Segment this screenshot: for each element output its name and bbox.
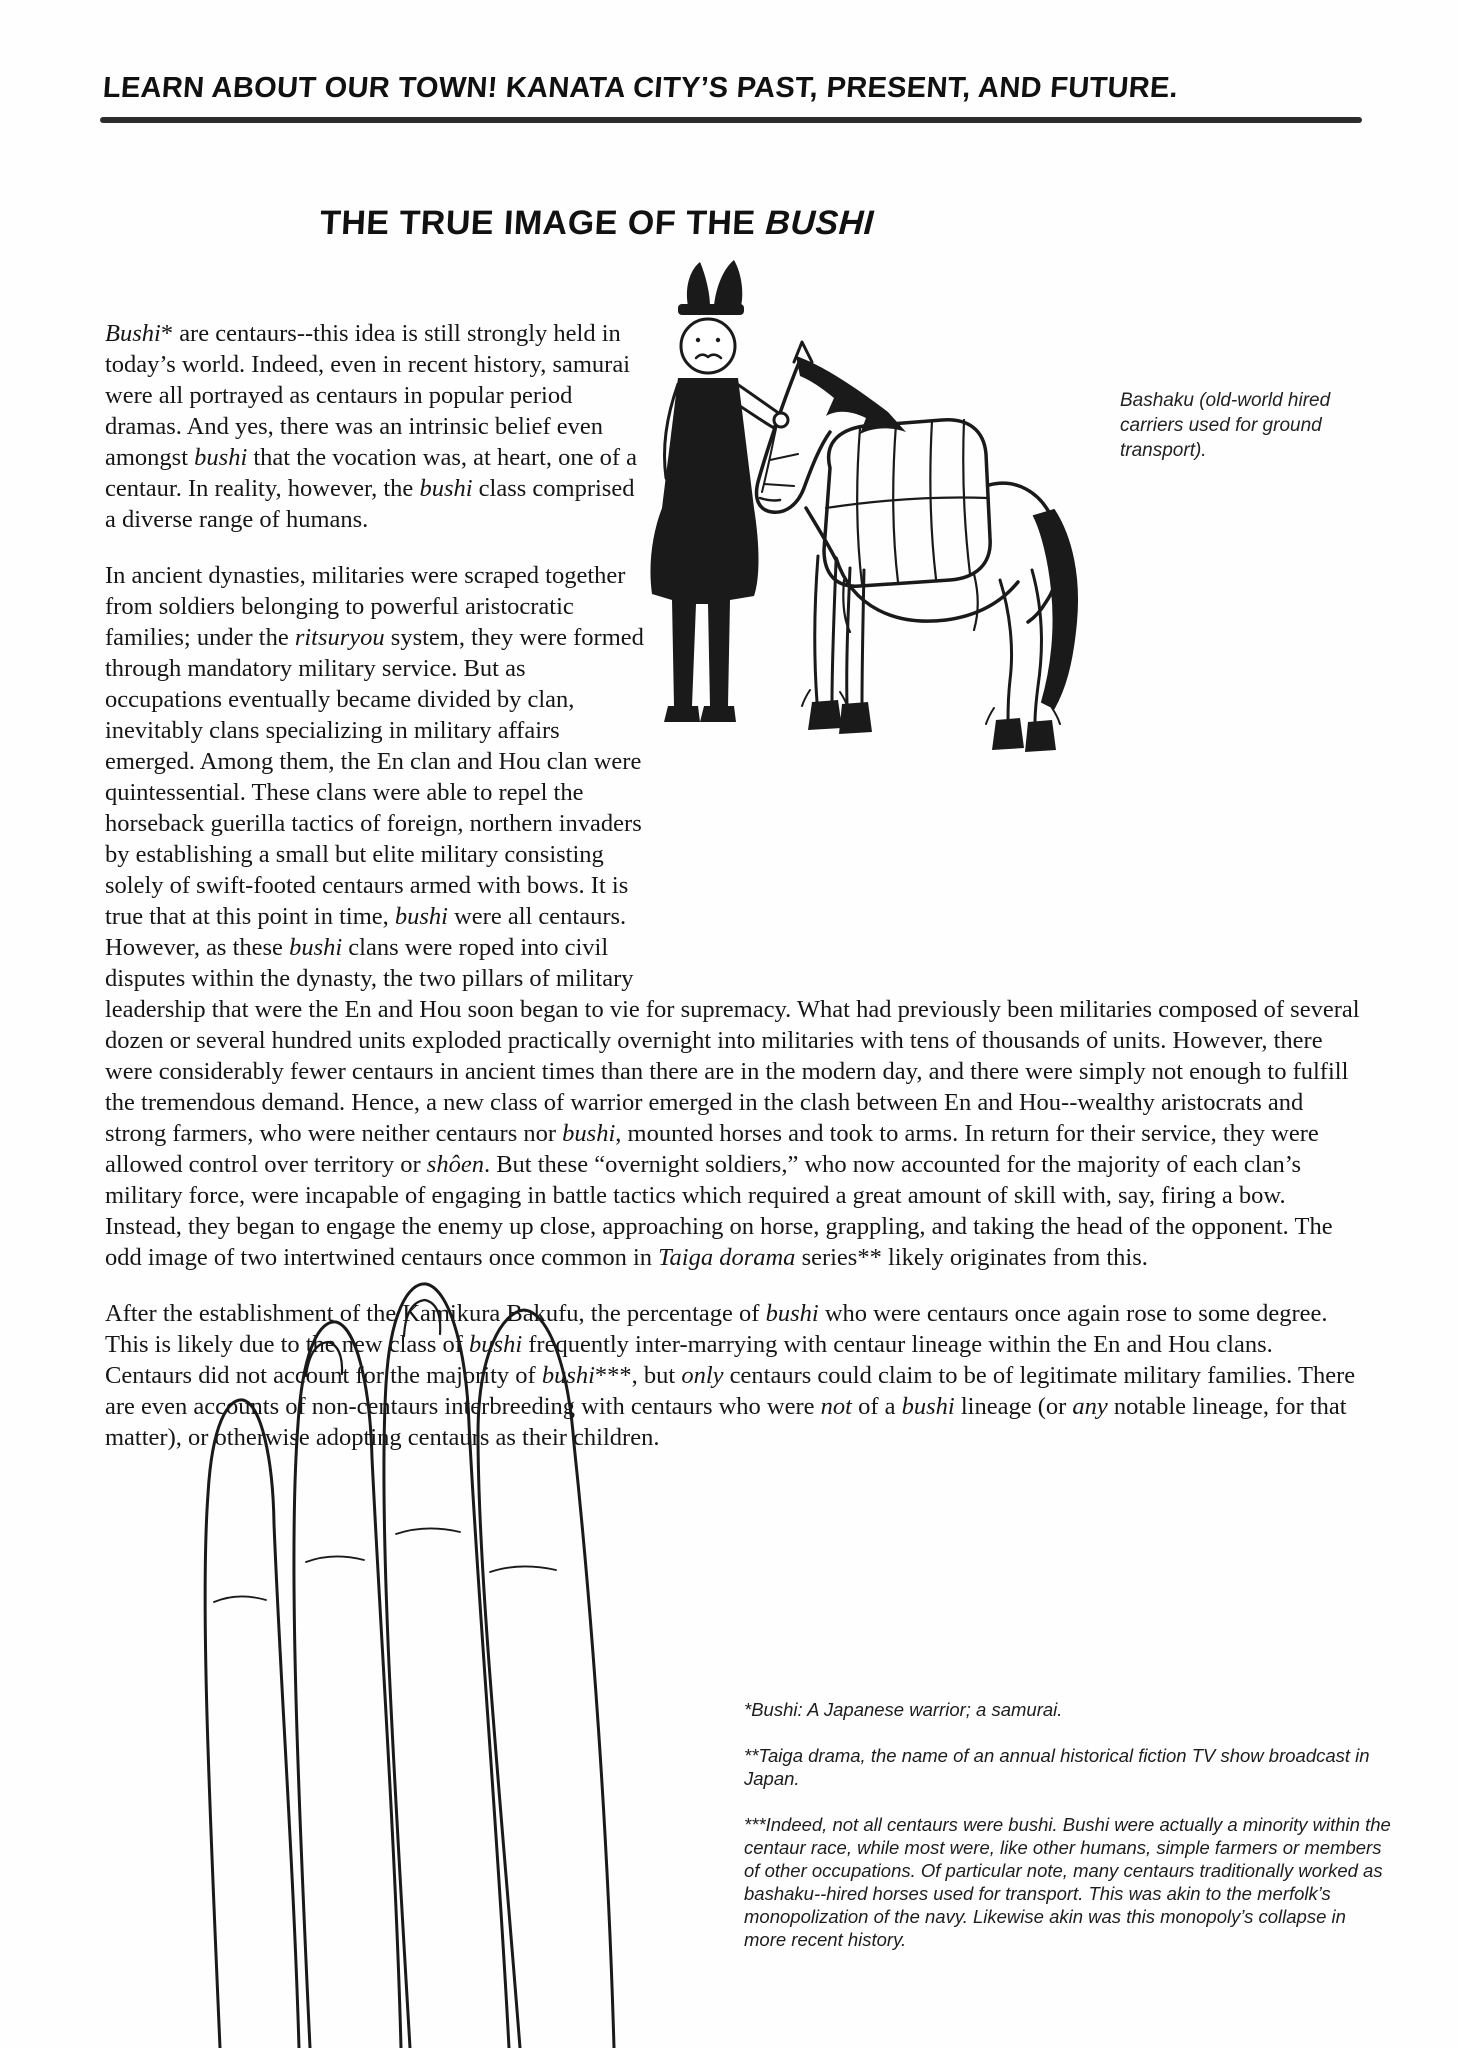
eboshi-hat (687, 260, 742, 306)
hand-illustration (148, 1272, 708, 2048)
hand-fingers (205, 1284, 614, 2048)
paragraph-kamikura-bakufu: After the establishment of the Kamikura Bakufu, the percentage of bushi who were centaurs once again rose to some degree. This is likely due to the new class of bushi frequently inter-marrying with centaur lineage within the En and Hou clans. Centaurs did not account for the majority of bushi***, but only centaurs could claim to be of legitimate military families. There are even accounts of non-centaurs interbreeding with centaurs who were not of a bushi lineage (or any notable lineage, for that matter), or otherwise adopting centaurs as their children. (105, 1300, 1356, 1451)
bashaku-horse-illustration (644, 260, 1089, 960)
figure-bashaku (662, 318, 1362, 990)
hand (774, 413, 788, 427)
paragraph-ancient-dynasties: In ancient dynasties, militaries were scraped together from soldiers belonging to powerful aristocratic families; under the ritsuryou system, they were formed through mandatory military service. But as occupations eventually became divided by clan, inevitably clans specializing in military affairs emerged. Among them, the En clan and Hou clan were quintessential. These clans were able to repel the horseback guerilla tactics of foreign, northern invaders by establishing a small but elite military consisting solely of swift-footed centaurs armed with bows. It is true that at this point in time, bushi were all centaurs. However, as these bushi clans were roped into civil disputes within the dynasty, the two pillars of military leadership that were the En and Hou soon began to vie for supremacy. What had previously been militaries composed of several dozen or several hundred units exploded practically overnight into militaries with tens of thousands of units. However, there were considerably fewer centaurs in ancient times than there are in the modern day, and there were simply not enough to fulfill the tremendous demand. Hence, a new class of warrior emerged in the clash between En and Hou--wealthy aristocrats and strong farmers, who were neither centaurs nor bushi, mounted horses and took to arms. In return for their service, they were allowed control over territory or shôen. But these “overnight soldiers,” who now accounted for the majority of each clan’s military force, were incapable of engaging in battle tactics which required a great amount of skill with, say, firing a bow. Instead, they began to engage the enemy up close, approaching on horse, grappling, and taking the head of the opponent. The odd image of two intertwined centaurs once common in Taiga dorama series** likely originates from this. (105, 562, 1360, 1271)
footnote-centaur-minority: ***Indeed, not all centaurs were bushi. Bushi were actually a minority within the centaur race, while most were, like other humans, simple farmers or members of other occupations. Of particular note, many centaurs traditionally worked as bashaku--hired horses used for transport. This was akin to the merfolk’s monopolization of the navy. Likewise akin was this monopoly’s collapse in more recent history. (744, 1814, 1391, 1950)
footnote-taiga-drama: **Taiga drama, the name of an annual historical fiction TV show broadcast in Japan. (744, 1745, 1370, 1789)
figure-caption: Bashaku (old-world hired carriers used for ground transport). (1120, 390, 1331, 461)
horse-figure (757, 342, 1077, 752)
handler-man (650, 260, 788, 722)
page-header: LEARN ABOUT OUR TOWN! KANATA CITY’S PAST, PRESENT, AND FUTURE. (101, 72, 1180, 104)
header-rule (100, 117, 1362, 123)
page-title: THE TRUE IMAGE OF THE BUSHI (319, 204, 875, 242)
vest (662, 378, 754, 508)
footnotes (744, 1698, 1392, 1974)
paragraph-bushi-intro: Bushi* are centaurs--this idea is still strongly held in today’s world. Indeed, even in recent history, samurai were all portrayed as centaurs in popular period dramas. And yes, there was an intrinsic belief even amongst bushi that the vocation was, at heart, one of a centaur. In reality, however, the bushi class comprised a diverse range of humans. (105, 320, 638, 533)
pants (650, 508, 758, 706)
feet (664, 706, 736, 722)
footnote-bushi: *Bushi: A Japanese warrior; a samurai. (744, 1699, 1063, 1720)
